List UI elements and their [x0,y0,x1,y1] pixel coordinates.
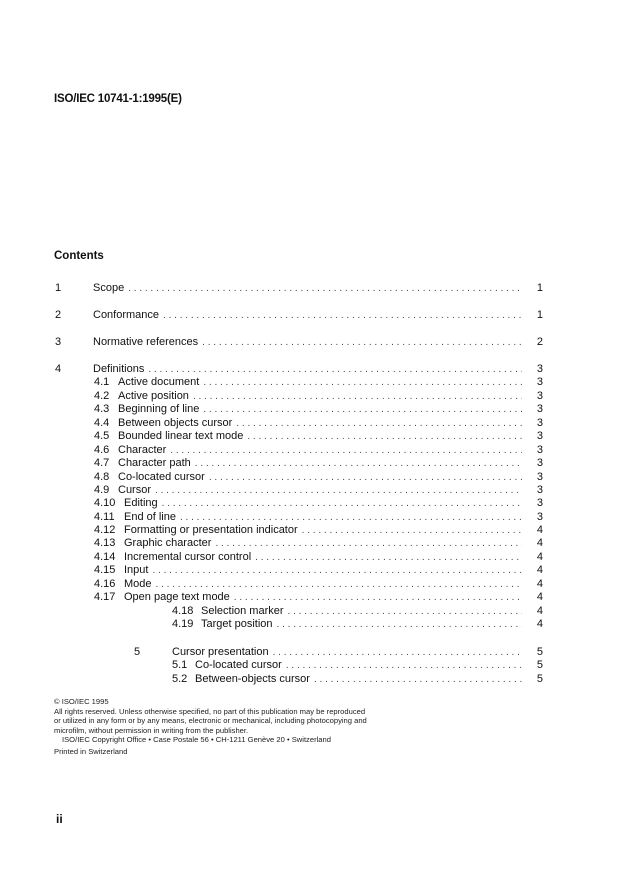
toc-entry-title-text: Bounded linear text mode [118,430,244,442]
copyright-line: or utilized in any form or by any means, electronic or mechanical, including photocopying and [54,716,367,726]
dot-leader [203,376,522,390]
toc-entry-number: 4.17 [94,591,116,603]
copyright-line: microfilm, without permission in writing from the publisher. [54,725,249,735]
toc-entry-title [195,658,522,673]
toc-entry-page: 4 [536,578,543,590]
toc-entry-number: 4.6 [94,444,110,456]
toc-entry-number: 4.9 [94,484,110,496]
toc-entry-title-text: Selection marker [201,605,284,617]
toc-entry-title-text: Cursor [118,484,152,496]
toc-entry-page: 5 [536,673,543,685]
toc-entry-title [124,563,522,578]
toc-entry-title-text: Co-located cursor [195,659,282,671]
toc-entry [0,617,621,631]
toc-entry [0,523,621,537]
toc-entry-page: 1 [536,309,543,321]
toc-entry-page: 4 [536,605,543,617]
toc-entry-title-text: Conformance [93,309,160,321]
toc-entry-number: 3 [55,336,62,348]
toc-entry-title [124,496,522,511]
toc-entry [0,402,621,416]
toc-entry [0,375,621,389]
toc-entry [0,416,621,430]
copyright-notice [54,697,367,757]
dot-leader [203,403,522,417]
toc-entry [0,604,621,618]
dot-leader [128,282,522,296]
toc-entry-page: 3 [536,430,543,442]
toc-entry-title [124,536,522,551]
toc-entry [0,672,621,686]
toc-entry-title [118,375,522,390]
dot-leader [247,430,522,444]
toc-entry-title-text: Between objects cursor [118,417,233,429]
dot-leader [286,659,522,673]
dot-leader [152,564,522,578]
toc-entry [0,536,621,550]
toc-entry-number: 2 [55,309,62,321]
toc-entry-title-text: Between-objects cursor [195,673,310,685]
dot-leader [215,537,522,551]
dot-leader [195,457,522,471]
toc-entry-title-text: Active document [118,376,200,388]
copyright-line: © ISO/IEC 1995 [54,697,109,706]
toc-entry-number: 4 [55,363,62,375]
toc-entry-page: 3 [536,390,543,402]
toc-entry [0,470,621,484]
toc-entry-page: 4 [536,564,543,576]
contents-heading: Contents [54,250,104,262]
toc-entry-page: 4 [536,524,543,536]
toc-entry [0,335,621,349]
toc-entry-page: 1 [536,282,543,294]
toc-entry-page: 3 [536,511,543,523]
toc-entry [0,577,621,591]
toc-entry-number: 5.2 [172,673,188,685]
toc-entry-title-text: Definitions [93,363,145,375]
toc-entry-title-text: Open page text mode [124,591,230,603]
toc-entry-page: 3 [536,484,543,496]
toc-entry [0,483,621,497]
toc-entry-number: 5 [134,646,141,658]
toc-entry-title [124,590,522,605]
toc-entry [0,590,621,604]
toc-entry-number: 4.3 [94,403,110,415]
toc-entry-title-text: Character path [118,457,191,469]
printed-in: Printed in Switzerland [54,746,128,756]
toc-entry-title-text: Scope [93,282,125,294]
toc-entry-title [201,617,522,632]
toc-entry-title-text: End of line [124,511,176,523]
toc-entry-title [93,335,522,350]
toc-entry-page: 3 [536,376,543,388]
toc-entry-number: 4.8 [94,471,110,483]
toc-entry-number: 4.5 [94,430,110,442]
toc-entry-number: 4.10 [94,497,116,509]
toc-entry-page: 3 [536,497,543,509]
toc-entry-title [118,402,522,417]
toc-entry-number: 4.19 [172,618,194,630]
toc-entry-title-text: Editing [124,497,158,509]
toc-entry-title-text: Cursor presentation [172,646,269,658]
toc-entry-page: 5 [536,646,543,658]
toc-entry-page: 4 [536,551,543,563]
toc-entry [0,496,621,510]
toc-entry-title [195,672,522,687]
toc-entry-page: 2 [536,336,543,348]
toc-entry [0,510,621,524]
toc-entry-title [93,281,522,296]
toc-entry-title-text: Target position [201,618,273,630]
toc-entry-number: 4.2 [94,390,110,402]
toc-entry-title [118,429,522,444]
toc-entry-number: 4.4 [94,417,110,429]
toc-entry-title-text: Incremental cursor control [124,551,252,563]
toc-entry-title-text: Character [118,444,167,456]
toc-entry [0,389,621,403]
toc-entry-title-text: Normative references [93,336,199,348]
toc-entry-title-text: Mode [124,578,152,590]
toc-entry [0,362,621,376]
toc-entry-title [118,456,522,471]
toc-entry [0,308,621,322]
toc-entry-page: 3 [536,457,543,469]
dot-leader [162,497,522,511]
toc-entry-title-text: Graphic character [124,537,212,549]
toc-entry [0,563,621,577]
toc-entry-title-text: Active position [118,390,189,402]
toc-entry [0,658,621,672]
toc-entry [0,550,621,564]
toc-entry-number: 4.1 [94,376,110,388]
toc-entry [0,443,621,457]
toc-entry-number: 4.16 [94,578,116,590]
toc-entry-page: 3 [536,417,543,429]
toc-entry-number: 4.13 [94,537,116,549]
toc-entry [0,645,621,659]
toc-entry-page: 3 [536,471,543,483]
dot-leader [234,591,522,605]
dot-leader [277,618,522,632]
toc-entry-title-text: Co-located cursor [118,471,205,483]
copyright-line: All rights reserved. Unless otherwise specified, no part of this publication may be reproduced [54,706,366,716]
toc-entry-page: 4 [536,618,543,630]
toc-entry-number: 5.1 [172,659,188,671]
toc-entry-title-text: Formatting or presentation indicator [124,524,298,536]
dot-leader [202,336,522,350]
toc-entry-page: 3 [536,444,543,456]
toc-entry-number: 4.11 [94,511,115,523]
copyright-address: ISO/IEC Copyright Office • Case Postale 56 • CH-1211 Genève 20 • Switzerland [62,735,331,745]
dot-leader [163,309,522,323]
toc-entry-page: 3 [536,363,543,375]
toc-entry-title [93,308,522,323]
toc-entry-page: 3 [536,403,543,415]
toc-entry-number: 4.12 [94,524,116,536]
toc-entry-number: 4.7 [94,457,110,469]
toc-entry-number: 4.18 [172,605,194,617]
toc-entry [0,429,621,443]
toc-entry-page: 4 [536,591,543,603]
toc-entry [0,281,621,295]
toc-entry [0,456,621,470]
toc-entry-page: 4 [536,537,543,549]
page-folio: ii [56,812,63,826]
document-identifier: ISO/IEC 10741-1:1995(E) [54,93,182,105]
toc-entry-title-text: Beginning of line [118,403,200,415]
dot-leader [314,673,522,687]
toc-entry-title-text: Input [124,564,149,576]
toc-entry-number: 4.15 [94,564,116,576]
toc-entry-number: 4.14 [94,551,116,563]
toc-entry-page: 5 [536,659,543,671]
toc-entry-number: 1 [55,282,62,294]
